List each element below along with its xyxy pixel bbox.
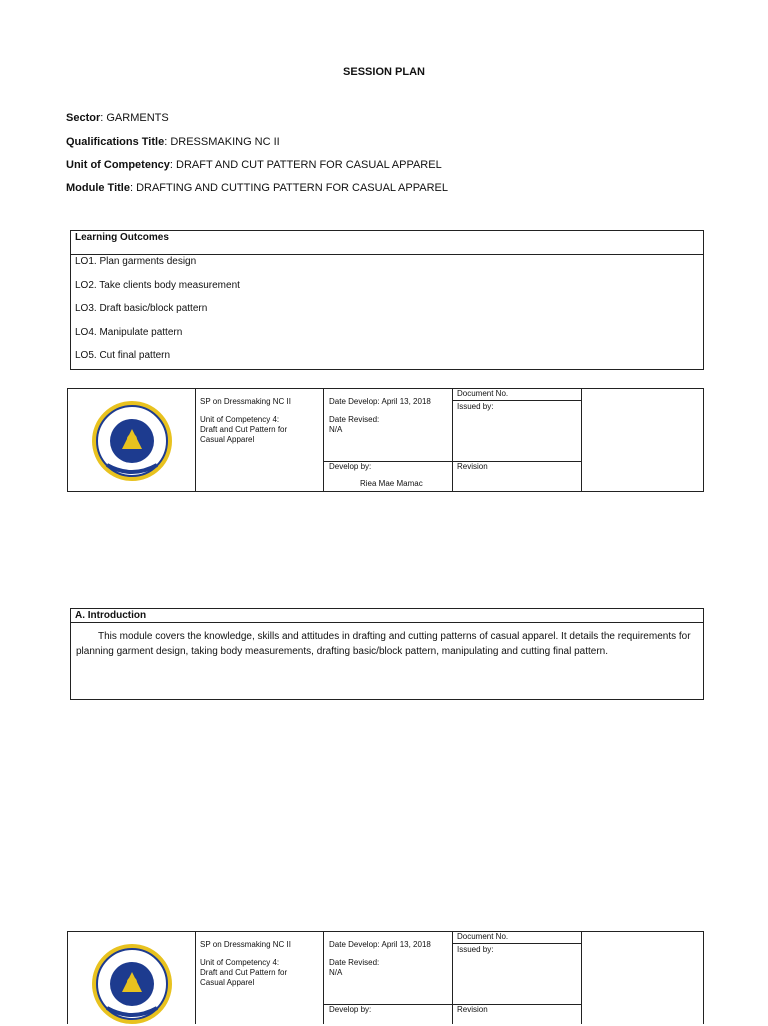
unit-line-2: Draft and Cut Pattern for	[200, 425, 288, 434]
develop-by-label-2: Develop by:	[329, 1005, 372, 1014]
revision-2: Revision	[457, 1005, 488, 1014]
module-field	[66, 182, 448, 194]
module-value: : DRAFTING AND CUTTING PATTERN FOR CASUAL APPAREL	[129, 182, 448, 194]
date-revised-value-2: N/A	[329, 968, 343, 977]
blank-cell-2	[582, 932, 705, 1024]
date-revised-label: Date Revised:	[329, 415, 380, 424]
unit-line-3-2: Casual Apparel	[200, 978, 255, 987]
logo-cell	[68, 389, 196, 491]
introduction-body: This module covers the knowledge, skills and attitudes in drafting and cutting patterns of casual apparel. It details the requirements for planning garment design, taking body measurements, drafting basic/block pattern, manipulating and cutting final pattern.	[76, 631, 691, 657]
qualifications-label: Qualifications Title	[66, 136, 165, 148]
develop-by-label: Develop by:	[329, 462, 372, 471]
document-footer-2	[67, 931, 704, 1024]
sp-title: SP on Dressmaking NC II	[200, 397, 291, 406]
introduction-section	[70, 608, 704, 700]
unit-line-3: Casual Apparel	[200, 435, 255, 444]
issued-by-2: Issued by:	[457, 945, 494, 954]
sp-cell-2	[196, 932, 324, 1024]
document-cell-2	[453, 932, 582, 1024]
sp-cell	[196, 389, 324, 491]
learning-outcomes-header: Learning Outcomes	[71, 231, 703, 255]
date-revised-label-2: Date Revised:	[329, 958, 380, 967]
unit-field	[66, 159, 442, 171]
blank-cell	[582, 389, 705, 491]
document-footer	[67, 388, 704, 492]
logo-cell-2	[68, 932, 196, 1024]
date-develop: Date Develop: April 13, 2018	[329, 397, 431, 406]
sector-value: : GARMENTS	[100, 112, 169, 124]
issued-by: Issued by:	[457, 402, 494, 411]
unit-value: : DRAFT AND CUT PATTERN FOR CASUAL APPAREL	[169, 159, 442, 171]
learning-outcome-4: LO4. Manipulate pattern	[75, 326, 183, 338]
unit-label: Unit of Competency	[66, 159, 170, 171]
unit-line-1: Unit of Competency 4:	[200, 415, 280, 424]
learning-outcomes-table	[70, 230, 704, 370]
learning-outcome-2: LO2. Take clients body measurement	[75, 279, 240, 291]
unit-line-2-2: Draft and Cut Pattern for	[200, 968, 288, 977]
document-no: Document No.	[457, 389, 509, 398]
qualifications-value: : DRESSMAKING NC II	[164, 136, 280, 148]
module-label: Module Title	[66, 182, 130, 194]
document-no-2: Document No.	[457, 932, 509, 941]
introduction-header: A. Introduction	[71, 609, 703, 623]
university-seal-icon	[77, 942, 187, 1026]
document-cell	[453, 389, 582, 491]
develop-by-name: Riea Mae Mamac	[360, 479, 423, 488]
date-develop-2: Date Develop: April 13, 2018	[329, 940, 431, 949]
unit-line-1-2: Unit of Competency 4:	[200, 958, 280, 967]
dates-cell-2	[324, 932, 453, 1024]
qualifications-field	[66, 136, 280, 148]
university-seal-icon	[77, 399, 187, 483]
dates-cell	[324, 389, 453, 491]
learning-outcome-5: LO5. Cut final pattern	[75, 350, 171, 361]
sp-title-2: SP on Dressmaking NC II	[200, 940, 291, 949]
page-title: SESSION PLAN	[343, 66, 425, 78]
date-revised-value: N/A	[329, 425, 343, 434]
sector-field	[66, 112, 169, 124]
revision: Revision	[457, 462, 488, 471]
learning-outcome-1: LO1. Plan garments design	[75, 256, 197, 267]
sector-label: Sector	[66, 112, 101, 124]
learning-outcome-3: LO3. Draft basic/block pattern	[75, 303, 208, 314]
